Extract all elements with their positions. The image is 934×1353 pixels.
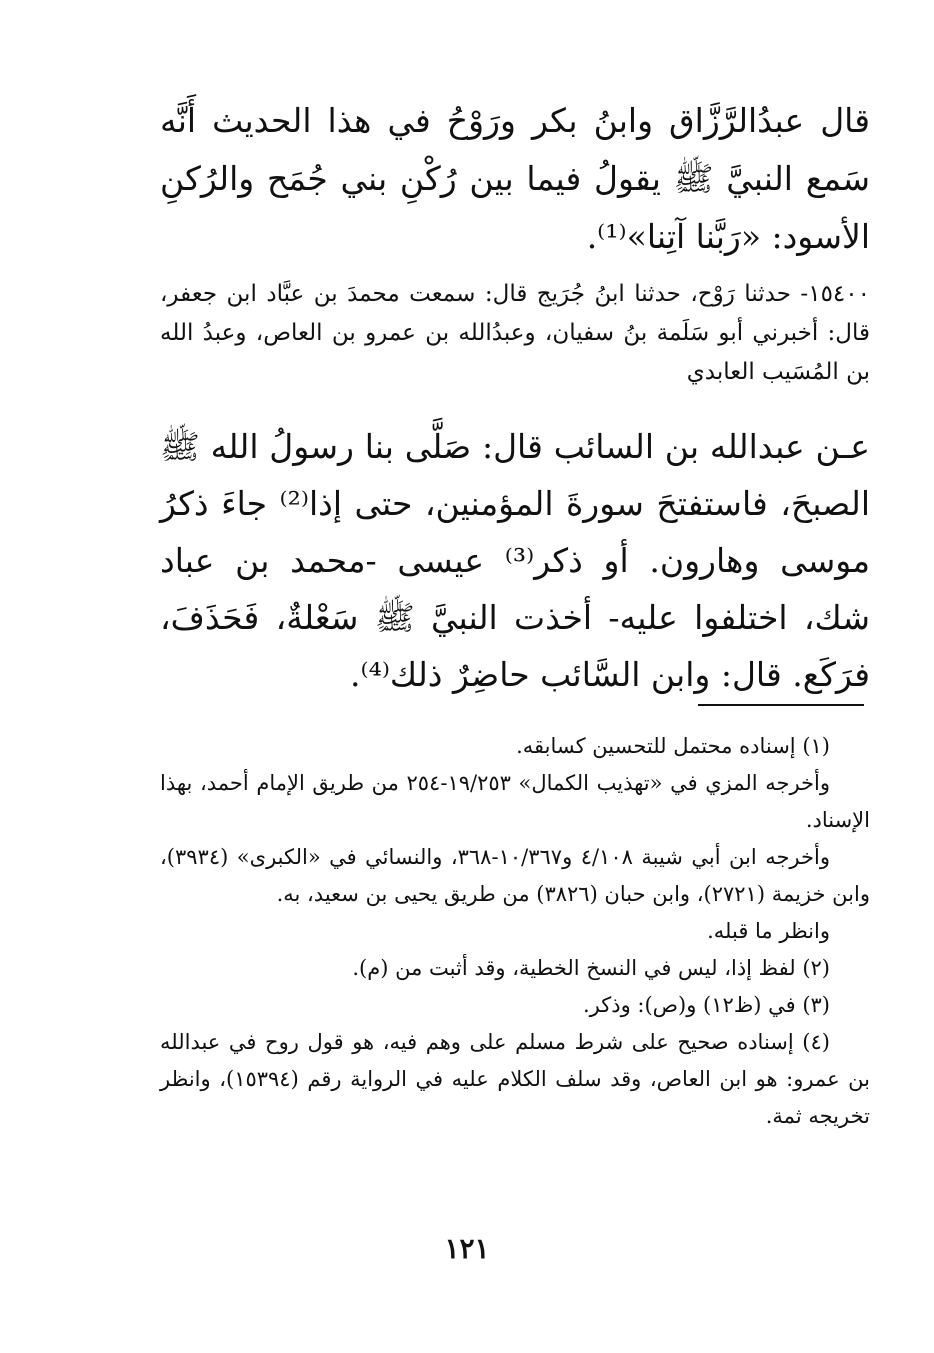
- hadith-isnad: ١٥٤٠٠- حدثنا رَوْح، حدثنا ابنُ جُرَيج قال: سمعت محمدَ بن عبَّاد ابن جعفر، قال: أخبرني أبو سَلَمة بنُ سفيان، وعبدُالله بن عمرو بن العاص، وعبدُ الله بن المُسَيب العابدي: [160, 281, 870, 385]
- page-number: ١٢١: [444, 1232, 490, 1265]
- hadith-matn: عـن عبدالله بن السائب قال: صَلَّى بنا رسولُ الله ﷺ الصبحَ، فاستفتحَ سورةَ المؤمنين، حتى إذا⁽²⁾ جاءَ ذكرُ موسى وهارون. أو ذكر⁽³⁾ عيسى -محمد بن عباد شك، اختلفوا عليه- أخذت النبيَّ ﷺ سَعْلةٌ، فَحَذَفَ، فرَكَع. قال: وابن السَّائب حاضِرٌ ذلك⁽⁴⁾.: [160, 427, 871, 694]
- intro-paragraph: قال عبدُالرَّزَّاق وابنُ بكر ورَوْحُ في هذا الحديث أَنَّه سَمع النبيَّ ﷺ يقولُ فيما بين رُكْنِ بني جُمَح والرُكنِ الأسود: «رَبَّنا آتِنا»⁽¹⁾.: [160, 101, 870, 256]
- footnote-4: (٤) إسناده صحيح على شرط مسلم على وهم فيه، هو قول روح في عبدالله بن عمرو: هو ابن العاص، وقد سلف الكلام عليه في الرواية رقم (١٥٣٩٤)، وانظر تخريجه ثمة.: [160, 1030, 870, 1128]
- footnote-2: (٢) لفظ إذا، ليس في النسخ الخطية، وقد أثبت من (م).: [352, 956, 830, 980]
- footnote-1: (١) إسناده محتمل للتحسين كسابقه.: [516, 734, 830, 758]
- footnote-separator: [698, 704, 864, 706]
- footnote-1-see-also: وانظر ما قبله.: [707, 919, 830, 943]
- footnote-1-source-a: وأخرجه المزي في «تهذيب الكمال» ١٩/٢٥٣-٢٥٤ من طريق الإمام أحمد، بهذا الإسناد.: [160, 771, 870, 832]
- footnote-3: (٣) في (ظ١٢) و(ص): وذكر.: [582, 993, 830, 1017]
- footnotes: [160, 728, 870, 1135]
- footnote-1-source-b: وأخرجه ابن أبي شيبة ٤/١٠٨ و١٠/٣٦٧-٣٦٨، والنسائي في «الكبرى» (٣٩٣٤)، وابن خزيمة (٢٧٢١)، وابن حبان (٣٨٢٦) من طريق يحيى بن سعيد، به.: [160, 845, 870, 906]
